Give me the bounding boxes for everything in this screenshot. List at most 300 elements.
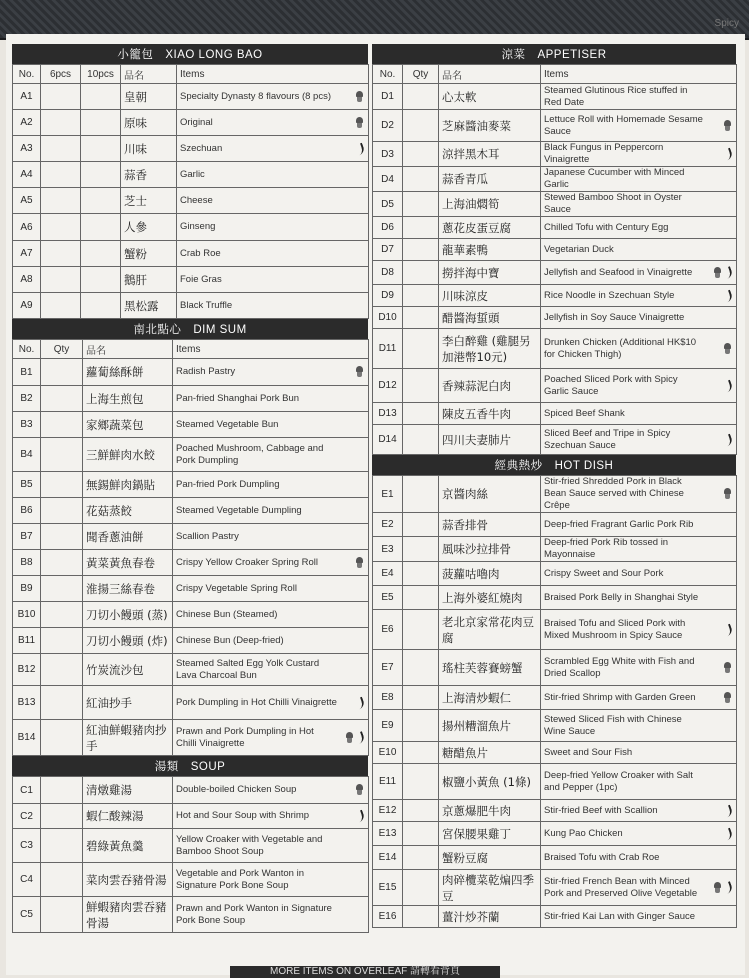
menu-item-row[interactable] xyxy=(373,142,737,167)
menu-item-row[interactable] xyxy=(373,562,737,586)
quantity-box[interactable] xyxy=(41,863,83,897)
item-name-en xyxy=(177,214,369,241)
item-code: D11 xyxy=(373,329,403,369)
item-name-en-text: Black Fungus in Peppercorn Vinaigrette xyxy=(544,142,664,165)
quantity-box[interactable] xyxy=(81,162,121,188)
item-name-en xyxy=(173,550,369,576)
item-name-en-text: Crispy Vegetable Spring Roll xyxy=(176,582,297,594)
item-code: B14 xyxy=(13,720,41,756)
item-name-zh: 宮保腰果雞丁 xyxy=(439,822,541,846)
item-name-en xyxy=(541,369,737,403)
quantity-box[interactable] xyxy=(403,329,439,369)
dish-icons xyxy=(357,811,364,822)
item-name-en xyxy=(173,686,369,720)
dish-icons xyxy=(355,366,364,378)
quantity-box[interactable] xyxy=(41,524,83,550)
menu-item-row[interactable] xyxy=(373,110,737,142)
menu-item-row[interactable] xyxy=(373,167,737,192)
item-name-en xyxy=(173,829,369,863)
item-name-en xyxy=(541,307,737,329)
item-name-en xyxy=(177,293,369,319)
item-code: A7 xyxy=(13,241,41,267)
quantity-box[interactable] xyxy=(403,261,439,285)
item-name-en xyxy=(541,537,737,562)
item-name-en xyxy=(177,162,369,188)
item-name-en-text: Jellyfish in Soy Sauce Vinaigrette xyxy=(544,311,685,323)
item-code: D2 xyxy=(373,110,403,142)
quantity-box[interactable] xyxy=(403,167,439,192)
item-name-en-text: Ginseng xyxy=(180,221,216,232)
item-name-zh: 原味 xyxy=(121,110,177,136)
menu-item-row[interactable] xyxy=(13,720,369,756)
quantity-box[interactable] xyxy=(41,359,83,386)
item-name-zh: 家鄉蔬菜包 xyxy=(83,412,173,438)
item-name-en-text: Sweet and Sour Fish xyxy=(544,746,633,758)
dish-icons xyxy=(723,120,732,132)
menu-item-row[interactable] xyxy=(373,217,737,239)
item-name-zh: 蘿蔔絲酥餅 xyxy=(83,359,173,386)
item-name-en xyxy=(541,192,737,217)
dish-icons xyxy=(723,488,732,500)
quantity-box[interactable] xyxy=(41,472,83,498)
item-name-zh: 芝士 xyxy=(121,188,177,214)
quantity-box[interactable] xyxy=(41,576,83,602)
item-code: C5 xyxy=(13,897,41,933)
item-code: D14 xyxy=(373,425,403,455)
quantity-box[interactable] xyxy=(41,720,83,756)
menu-item-row[interactable] xyxy=(373,846,737,870)
chef-recommend-icon xyxy=(713,882,722,894)
dish-icons xyxy=(357,143,364,154)
quantity-box[interactable] xyxy=(81,241,121,267)
menu-item-row[interactable] xyxy=(13,498,369,524)
chilli-pepper-icon xyxy=(723,266,733,279)
item-code: E4 xyxy=(373,562,403,586)
menu-item-row[interactable] xyxy=(13,897,369,933)
column-header: Items xyxy=(177,65,369,84)
quantity-box[interactable] xyxy=(403,425,439,455)
menu-item-row[interactable] xyxy=(373,686,737,710)
item-name-en xyxy=(173,804,369,829)
quantity-box[interactable] xyxy=(403,822,439,846)
quantity-box[interactable] xyxy=(81,136,121,162)
item-code: C4 xyxy=(13,863,41,897)
section-header xyxy=(372,44,736,64)
item-name-en xyxy=(173,359,369,386)
item-code: E11 xyxy=(373,764,403,800)
quantity-box[interactable] xyxy=(403,586,439,610)
item-name-en-text: Pork Dumpling in Hot Chilli Vinaigrette xyxy=(176,696,337,708)
quantity-box[interactable] xyxy=(41,829,83,863)
menu-item-row[interactable] xyxy=(373,307,737,329)
item-name-en xyxy=(173,576,369,602)
quantity-box[interactable] xyxy=(41,386,83,412)
section-title-zh: 小籠包 xyxy=(117,47,154,61)
menu-item-row[interactable] xyxy=(373,84,737,110)
item-name-zh: 李白醉雞 (雞腿另加港幣10元) xyxy=(439,329,541,369)
item-name-en-text: Prawn and Pork Dumpling in Hot Chilli Vinaigrette xyxy=(176,725,314,749)
quantity-box[interactable] xyxy=(403,476,439,513)
header-partial-text: Spicy xyxy=(714,18,739,29)
item-code: D6 xyxy=(373,217,403,239)
item-code: E5 xyxy=(373,586,403,610)
quantity-box[interactable] xyxy=(41,804,83,829)
item-name-en-text: Foie Gras xyxy=(180,273,222,285)
menu-item-row[interactable] xyxy=(373,476,737,513)
item-name-zh: 上海外婆紅燒肉 xyxy=(439,586,541,610)
item-name-zh: 淮揚三絲春卷 xyxy=(83,576,173,602)
menu-item-row[interactable] xyxy=(373,239,737,261)
chilli-pepper-icon xyxy=(355,810,365,823)
quantity-box[interactable] xyxy=(41,498,83,524)
item-name-en-text: Pan-fried Shanghai Pork Bun xyxy=(176,392,300,404)
menu-item-row[interactable] xyxy=(13,293,369,319)
dish-icons xyxy=(355,91,364,103)
menu-item-row[interactable] xyxy=(13,188,369,214)
quantity-box[interactable] xyxy=(403,369,439,403)
item-name-en-text: Stir-fried Shredded Pork in Black Bean Sauce served with Chinese Crêpe xyxy=(544,476,684,511)
column-header: 6pcs xyxy=(41,65,81,84)
chef-recommend-icon xyxy=(355,557,364,569)
quantity-box[interactable] xyxy=(403,686,439,710)
item-code: B11 xyxy=(13,628,41,654)
section-title-en: SOUP xyxy=(190,761,226,773)
quantity-box[interactable] xyxy=(403,537,439,562)
chilli-pepper-icon xyxy=(723,148,733,161)
quantity-box[interactable] xyxy=(41,412,83,438)
column-header: No. xyxy=(373,65,403,84)
item-name-zh: 刀切小饅頭 (蒸) xyxy=(83,602,173,628)
item-name-en-text: Kung Pao Chicken xyxy=(544,827,623,839)
menu-table xyxy=(372,64,737,455)
column-header: No. xyxy=(13,65,41,84)
menu-item-row[interactable] xyxy=(13,777,369,804)
item-code: B6 xyxy=(13,498,41,524)
menu-item-row[interactable] xyxy=(13,686,369,720)
item-name-zh: 人參 xyxy=(121,214,177,241)
menu-item-row[interactable] xyxy=(373,764,737,800)
item-name-zh: 蒜香排骨 xyxy=(439,513,541,537)
quantity-box[interactable] xyxy=(81,214,121,241)
item-name-en-text: Chinese Bun (Steamed) xyxy=(176,608,278,620)
quantity-box[interactable] xyxy=(41,550,83,576)
chef-recommend-icon xyxy=(355,91,364,103)
item-name-en-text: Rice Noodle in Szechuan Style xyxy=(544,289,675,301)
item-name-en xyxy=(541,329,737,369)
dish-icons xyxy=(723,662,732,674)
dish-icons xyxy=(723,343,732,355)
dish-icons xyxy=(723,692,732,704)
menu-item-row[interactable] xyxy=(373,586,737,610)
dish-icons xyxy=(725,624,732,635)
item-code: D9 xyxy=(373,285,403,307)
item-name-zh: 蔥花皮蛋豆腐 xyxy=(439,217,541,239)
quantity-box[interactable] xyxy=(403,562,439,586)
item-name-en xyxy=(541,650,737,686)
quantity-box[interactable] xyxy=(403,906,439,928)
item-name-zh: 菜肉雲吞豬骨湯 xyxy=(83,863,173,897)
item-name-en-text: Hot and Sour Soup with Shrimp xyxy=(176,810,310,821)
item-name-zh: 刀切小饅頭 (炸) xyxy=(83,628,173,654)
item-name-en-text: Specialty Dynasty 8 flavours (8 pcs) xyxy=(180,90,332,102)
item-code: B4 xyxy=(13,438,41,472)
quantity-box[interactable] xyxy=(81,293,121,319)
item-name-zh: 風味沙拉排骨 xyxy=(439,537,541,562)
item-name-en xyxy=(541,906,737,928)
menu-item-row[interactable] xyxy=(373,285,737,307)
menu-item-row[interactable] xyxy=(13,804,369,829)
item-name-en-text: Crispy Sweet and Sour Pork xyxy=(544,567,664,579)
chilli-pepper-icon xyxy=(355,696,365,709)
menu-item-row[interactable] xyxy=(13,412,369,438)
item-name-en xyxy=(173,897,369,933)
menu-item-row[interactable] xyxy=(373,261,737,285)
quantity-box[interactable] xyxy=(403,513,439,537)
quantity-box[interactable] xyxy=(81,188,121,214)
quantity-box[interactable] xyxy=(41,84,81,110)
chef-recommend-icon xyxy=(345,732,354,744)
quantity-box[interactable] xyxy=(403,192,439,217)
item-name-zh: 蒜香青瓜 xyxy=(439,167,541,192)
item-code: B10 xyxy=(13,602,41,628)
menu-item-row[interactable] xyxy=(13,829,369,863)
quantity-box[interactable] xyxy=(41,438,83,472)
chilli-pepper-icon xyxy=(723,623,733,636)
quantity-box[interactable] xyxy=(403,307,439,329)
dish-icons xyxy=(725,290,732,301)
quantity-box[interactable] xyxy=(403,800,439,822)
menu-item-row[interactable] xyxy=(373,425,737,455)
item-name-zh: 撈拌海中寶 xyxy=(439,261,541,285)
item-name-en-text: Crab Roe xyxy=(180,247,221,259)
quantity-box[interactable] xyxy=(41,897,83,933)
quantity-box[interactable] xyxy=(403,764,439,800)
quantity-box[interactable] xyxy=(41,188,81,214)
section-header xyxy=(372,455,736,475)
quantity-box[interactable] xyxy=(403,217,439,239)
item-name-en-text: Stir-fried Shrimp with Garden Green xyxy=(544,691,696,703)
chef-recommend-icon xyxy=(355,784,364,796)
item-name-en-text: Scallion Pastry xyxy=(176,530,239,542)
item-name-en xyxy=(541,686,737,710)
item-name-en-text: Scrambled Egg White with Fish and Dried Scallop xyxy=(544,655,695,679)
item-name-en-text: Radish Pastry xyxy=(176,366,236,377)
quantity-box[interactable] xyxy=(403,742,439,764)
menu-item-row[interactable] xyxy=(373,610,737,650)
item-name-zh: 黑松露 xyxy=(121,293,177,319)
quantity-box[interactable] xyxy=(41,777,83,804)
menu-item-row[interactable] xyxy=(373,403,737,425)
dish-icons xyxy=(355,784,364,796)
section-title-en: DIM SUM xyxy=(193,324,247,336)
menu-item-row[interactable] xyxy=(373,800,737,822)
menu-item-row[interactable] xyxy=(13,359,369,386)
menu-item-row[interactable] xyxy=(373,192,737,217)
section-title-zh: 湯類 xyxy=(154,759,179,773)
item-code: E3 xyxy=(373,537,403,562)
quantity-box[interactable] xyxy=(81,84,121,110)
menu-item-row[interactable] xyxy=(13,241,369,267)
item-name-en-text: Deep-fried Pork Rib tossed in Mayonnaise xyxy=(544,537,669,560)
item-name-en xyxy=(177,136,369,162)
menu-item-row[interactable] xyxy=(13,267,369,293)
quantity-box[interactable] xyxy=(41,654,83,686)
menu-item-row[interactable] xyxy=(373,513,737,537)
quantity-box[interactable] xyxy=(403,710,439,742)
quantity-box[interactable] xyxy=(41,686,83,720)
chilli-pepper-icon xyxy=(355,731,365,744)
item-code: B1 xyxy=(13,359,41,386)
item-code: D12 xyxy=(373,369,403,403)
item-name-en-text: Jellyfish and Seafood in Vinaigrette xyxy=(544,266,693,278)
item-name-en-text: Stir-fried French Bean with Minced Pork and Preserved Olive Vegetable xyxy=(544,875,698,899)
quantity-box[interactable] xyxy=(41,602,83,628)
item-name-en xyxy=(173,654,369,686)
quantity-box[interactable] xyxy=(403,285,439,307)
dish-icons xyxy=(725,805,732,816)
item-code: C2 xyxy=(13,804,41,829)
dish-icons xyxy=(713,267,732,279)
menu-item-row[interactable] xyxy=(13,550,369,576)
item-name-en xyxy=(541,261,737,285)
dish-icons xyxy=(357,697,364,708)
quantity-box[interactable] xyxy=(41,267,81,293)
item-name-en-text: Drunken Chicken (Additional HK$10 for Chicken Thigh) xyxy=(544,336,697,360)
menu-item-row[interactable] xyxy=(373,329,737,369)
item-name-en-text: Double-boiled Chicken Soup xyxy=(176,784,297,795)
item-name-zh: 瑤柱芙蓉賽螃蟹 xyxy=(439,650,541,686)
item-name-en-text: Pan-fried Pork Dumpling xyxy=(176,478,280,490)
menu-item-row[interactable] xyxy=(13,524,369,550)
quantity-box[interactable] xyxy=(41,136,81,162)
section-title-zh: 經典熱炒 xyxy=(494,458,543,472)
quantity-box[interactable] xyxy=(403,142,439,167)
item-name-en-text: Steamed Vegetable Dumpling xyxy=(176,504,302,516)
chilli-pepper-icon xyxy=(723,289,733,302)
menu-item-row[interactable] xyxy=(13,654,369,686)
quantity-box[interactable] xyxy=(41,628,83,654)
item-name-en xyxy=(173,472,369,498)
menu-item-row[interactable] xyxy=(373,537,737,562)
quantity-box[interactable] xyxy=(403,110,439,142)
item-code: E16 xyxy=(373,906,403,928)
quantity-box[interactable] xyxy=(403,870,439,906)
menu-item-row[interactable] xyxy=(373,650,737,686)
dish-icons xyxy=(355,117,364,129)
menu-item-row[interactable] xyxy=(13,472,369,498)
item-name-en-text: Spiced Beef Shank xyxy=(544,407,625,419)
section-title-en: APPETISER xyxy=(537,49,607,61)
item-name-en-text: Stir-fried Kai Lan with Ginger Sauce xyxy=(544,910,696,922)
menu-item-row[interactable] xyxy=(13,576,369,602)
item-name-en-text: Szechuan xyxy=(180,142,223,154)
chilli-pepper-icon xyxy=(723,827,733,840)
quantity-box[interactable] xyxy=(403,84,439,110)
item-name-zh: 涼拌黑木耳 xyxy=(439,142,541,167)
quantity-box[interactable] xyxy=(81,110,121,136)
chilli-pepper-icon xyxy=(723,379,733,392)
quantity-box[interactable] xyxy=(403,239,439,261)
item-name-zh: 椒鹽小黃魚 (1條) xyxy=(439,764,541,800)
menu-item-row[interactable] xyxy=(13,110,369,136)
item-code: E2 xyxy=(373,513,403,537)
item-name-en xyxy=(173,386,369,412)
quantity-box[interactable] xyxy=(403,610,439,650)
item-name-zh: 陳皮五香牛肉 xyxy=(439,403,541,425)
item-name-en xyxy=(541,710,737,742)
menu-item-row[interactable] xyxy=(13,136,369,162)
section-title-en: HOT DISH xyxy=(554,460,614,472)
item-code: B7 xyxy=(13,524,41,550)
item-name-zh: 蟹粉 xyxy=(121,241,177,267)
item-name-en xyxy=(541,142,737,167)
chef-recommend-icon xyxy=(723,120,732,132)
item-name-en-text: Deep-fried Fragrant Garlic Pork Rib xyxy=(544,518,694,530)
menu-item-row[interactable] xyxy=(13,386,369,412)
item-name-en xyxy=(173,498,369,524)
quantity-box[interactable] xyxy=(41,110,81,136)
menu-item-row[interactable] xyxy=(13,438,369,472)
section-title-zh: 涼菜 xyxy=(501,47,526,61)
column-header: 品名 xyxy=(439,65,541,84)
menu-table xyxy=(372,475,737,928)
quantity-box[interactable] xyxy=(403,650,439,686)
item-code: E8 xyxy=(373,686,403,710)
item-name-en xyxy=(173,628,369,654)
item-code: A5 xyxy=(13,188,41,214)
item-name-zh: 四川夫妻肺片 xyxy=(439,425,541,455)
quantity-box[interactable] xyxy=(41,214,81,241)
item-name-en-text: Yellow Croaker with Vegetable and Bamboo Shoot Soup xyxy=(176,833,323,857)
quantity-box[interactable] xyxy=(81,267,121,293)
menu-item-row[interactable] xyxy=(373,369,737,403)
left-column xyxy=(12,44,368,933)
quantity-box[interactable] xyxy=(41,241,81,267)
menu-item-row[interactable] xyxy=(373,870,737,906)
item-name-en xyxy=(541,110,737,142)
section-title-zh: 南北點心 xyxy=(133,322,182,336)
item-name-en xyxy=(173,602,369,628)
item-name-en-text: Braised Tofu and Sliced Pork with Mixed Mushroom in Spicy Sauce xyxy=(544,617,686,641)
menu-item-row[interactable] xyxy=(13,162,369,188)
menu-item-row[interactable] xyxy=(373,742,737,764)
item-name-zh: 川味涼皮 xyxy=(439,285,541,307)
item-name-zh: 鵝肝 xyxy=(121,267,177,293)
item-name-zh: 糖醋魚片 xyxy=(439,742,541,764)
quantity-box[interactable] xyxy=(403,846,439,870)
item-name-en-text: Poached Sliced Pork with Spicy Garlic Sauce xyxy=(544,373,678,397)
item-code: A4 xyxy=(13,162,41,188)
quantity-box[interactable] xyxy=(41,293,81,319)
menu-item-row[interactable] xyxy=(373,710,737,742)
item-code: E12 xyxy=(373,800,403,822)
item-name-zh: 碧綠黃魚羹 xyxy=(83,829,173,863)
menu-item-row[interactable] xyxy=(13,602,369,628)
menu-item-row[interactable] xyxy=(373,822,737,846)
dish-icons xyxy=(345,732,364,744)
quantity-box[interactable] xyxy=(403,403,439,425)
menu-item-row[interactable] xyxy=(13,628,369,654)
menu-item-row[interactable] xyxy=(373,906,737,928)
item-name-en-text: Original xyxy=(180,116,213,128)
item-code: E1 xyxy=(373,476,403,513)
quantity-box[interactable] xyxy=(41,162,81,188)
item-name-en xyxy=(173,524,369,550)
menu-item-row[interactable] xyxy=(13,863,369,897)
menu-item-row[interactable] xyxy=(13,214,369,241)
menu-item-row[interactable] xyxy=(13,84,369,110)
item-code: D4 xyxy=(373,167,403,192)
